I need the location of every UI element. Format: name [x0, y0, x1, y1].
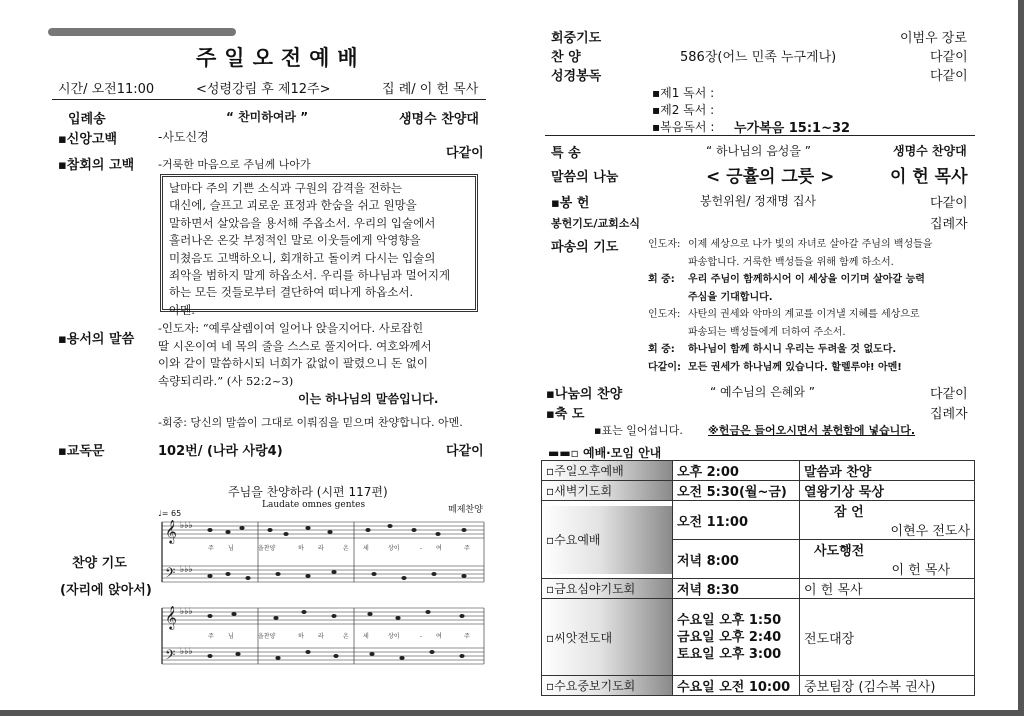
reading-divider: [545, 135, 975, 136]
lyric-syllable: 세: [363, 633, 369, 640]
sharing-hymn-label: ▪나눔의 찬양: [546, 387, 623, 402]
lyric-syllable: 님: [228, 545, 234, 552]
creed-label: ▪신앙고백: [58, 132, 118, 147]
sending-speaker: 인도자:: [648, 239, 681, 250]
schedule-time: 수요일 오전 10:00: [673, 676, 800, 696]
schedule-info: 말씀과 찬양: [800, 461, 975, 481]
assurance-line: 이와 같이 말씀하시되 너희가 값없이 팔렸으니 돈 없이: [158, 356, 428, 370]
schedule-info: 열왕기상 묵상: [800, 481, 975, 501]
lyric-syllable: 온: [343, 633, 349, 640]
lyric-syllable: 상이: [388, 545, 400, 552]
lyric-syllable: 을찬양: [258, 545, 276, 552]
reading-by: 다같이: [930, 69, 968, 84]
schedule-time: 오후 2:00: [673, 461, 800, 481]
gospel-passage: 누가복음 15:1~32: [734, 121, 851, 136]
lyric-syllable: 님: [228, 633, 234, 640]
sermon-label: 말씀의 나눔: [551, 170, 619, 185]
schedule-info: 잠 언: [834, 505, 864, 520]
offering-note: ※헌금은 들어오시면서 봉헌함에 넣습니다.: [708, 424, 916, 437]
schedule-info: 이 헌 목사: [800, 579, 975, 599]
lyric-syllable: 여: [436, 633, 442, 640]
lyric-syllable: 주: [208, 633, 214, 640]
opening-hymn-label: 입례송: [68, 112, 106, 127]
lyric-syllable: 주: [464, 633, 470, 640]
score-title: 주님을 찬양하라 (시편 117편): [228, 485, 388, 499]
score-credit: 떼제찬양: [448, 505, 483, 515]
confession-line: 아멘.: [169, 302, 195, 317]
confession-line: 말하면서 살았음을 용서해 주옵소서. 우리의 입술에서: [169, 215, 436, 230]
reading-label: 성경봉독: [551, 69, 602, 84]
sending-line: 주심을 기대합니다.: [688, 291, 773, 303]
sending-label: 파송의 기도: [551, 240, 619, 255]
service-leader: 집 례/ 이 헌 목사: [382, 82, 479, 97]
sending-line: 하나님이 함께 하시니 우리는 두려울 것 없도다.: [688, 344, 897, 355]
assurance-text: [158, 320, 432, 390]
table-row: [542, 599, 975, 676]
assurance-label: ▪용서의 말씀: [58, 332, 135, 347]
schedule-time: 오전 11:00: [673, 501, 800, 540]
confession-line: 하는 모든 것들로부터 결단하여 떠나게 하옵소서.: [169, 285, 414, 300]
lyric-syllable: 하: [298, 545, 304, 552]
confession-line: 죄악을 범하지 말게 하옵소서. 우리를 하나님과 멀어지게: [169, 268, 451, 283]
lyric-syllable: -: [420, 545, 423, 552]
praise-prayer-label: 찬양 기도: [72, 556, 127, 571]
sermon-title: < 긍휼의 그릇 >: [706, 167, 835, 187]
confession-line: 대신에, 슬프고 괴로운 표정과 한숨을 쉬고 원망을: [169, 198, 417, 213]
sending-line: 이제 세상으로 나가 빛의 자녀로 살아갈 주님의 백성들을: [688, 239, 933, 250]
schedule-name: ▫금요심야기도회: [542, 579, 672, 598]
schedule-time: 금요일 오후 2:40: [677, 629, 782, 645]
schedule-time: 저녁 8:30: [673, 579, 800, 599]
special-song-by: 생명수 찬양대: [893, 144, 967, 158]
confession-box: [160, 174, 478, 317]
lyric-syllable: 온: [343, 545, 349, 552]
benediction-by: 집례자: [930, 407, 968, 422]
lyric-syllable: 여: [436, 545, 442, 552]
standing-note: ▪표는 일어섭니다.: [594, 424, 683, 437]
schedule-time: 저녁 8:00: [673, 540, 800, 579]
assurance-line: 딸 시온이여 네 목의 줄을 스스로 풀지어다. 여호와께서: [158, 338, 432, 353]
schedule-table: [541, 460, 975, 696]
sending-speaker: 다같이:: [648, 361, 681, 373]
schedule-time: 수요일 오후 1:50: [677, 612, 782, 628]
sermon-preacher: 이 헌 목사: [890, 167, 968, 187]
page-frame-bottom: [0, 710, 1024, 716]
confession-line: 날마다 주의 기쁜 소식과 구원의 감격을 전하는: [169, 181, 403, 195]
assurance-response: -회중: 당신의 말씀이 그대로 이뤄짐을 믿으며 찬양합니다. 아멘.: [158, 416, 463, 429]
creed-text: -사도신경: [158, 130, 209, 144]
svg-text:♭♭♭: ♭♭♭: [180, 607, 193, 617]
choir-name: 생명수 찬양대: [399, 112, 479, 127]
reading-gospel: ▪복음독서 :: [652, 120, 715, 134]
offering-text: 봉헌위원/ 정재명 집사: [700, 194, 817, 208]
lyric-syllable: 주: [464, 545, 470, 552]
svg-text:♭♭♭: ♭♭♭: [180, 565, 193, 575]
confession-line: 미쳤음도 고백하오니, 회개하고 돌이켜 다시는 입술의: [169, 250, 436, 265]
table-row: [542, 579, 975, 599]
sending-line: 우리 주님이 함께하시어 이 세상을 이기며 살아갈 능력: [688, 274, 925, 285]
schedule-title: ▬▬▫ 예배·모임 안내: [548, 446, 662, 460]
schedule-info: 전도대장: [800, 599, 975, 676]
sending-line: 파송되는 백성들에게 더하여 주소서.: [688, 326, 846, 338]
hymn-label: 찬 양: [551, 50, 581, 65]
reading-second: ▪제2 독서 :: [652, 103, 715, 117]
schedule-name: ▫수요예배: [542, 506, 672, 574]
lyric-syllable: 하: [298, 633, 304, 640]
schedule-name: ▫씨앗전도대: [542, 599, 672, 675]
svg-text:𝄢: 𝄢: [165, 565, 176, 584]
lyric-syllable: 라: [318, 545, 324, 552]
assurance-line: 속량되리라.” (사 52:2~3): [158, 373, 294, 388]
prayer-label: 회중기도: [551, 31, 602, 46]
sharing-hymn-by: 다같이: [930, 387, 968, 402]
schedule-info: 이현우 전도사: [890, 524, 970, 539]
page-title: 주일오전예배: [196, 46, 366, 70]
assurance-line: -인도자: “예루살렘이여 일어나 앉을지어다. 사로잡힌: [158, 321, 424, 335]
sending-speaker: 회 중:: [648, 274, 675, 285]
benediction-label: ▪축 도: [546, 407, 585, 422]
confession-label: ▪참회의 고백: [58, 158, 135, 173]
lyric-syllable: 라: [318, 633, 324, 640]
sharing-hymn-song: “ 예수님의 은혜와 ”: [710, 385, 816, 399]
page-frame-right: [1018, 0, 1024, 716]
responsive-label: ▪교독문: [58, 444, 105, 459]
prayer-by: 이범우 장로: [900, 31, 967, 46]
table-row: [542, 501, 975, 540]
offering-label: ▪봉 헌: [551, 196, 590, 211]
confession-line: 흘러나온 온갖 부정적인 말로 이웃들에게 악영향을: [169, 233, 421, 248]
special-song-label: 특 송: [551, 146, 581, 161]
assurance-closing: 이는 하나님의 말씀입니다.: [298, 392, 439, 406]
lyric-syllable: 세: [363, 545, 369, 552]
service-time: 시간/ 오전11:00: [58, 82, 155, 97]
announce-by: 집례자: [930, 217, 968, 232]
svg-text:𝄞: 𝄞: [165, 519, 177, 543]
schedule-time: 오전 5:30(월~금): [673, 481, 800, 501]
svg-text:♭♭♭: ♭♭♭: [180, 647, 193, 657]
schedule-time: 토요일 오후 3:00: [677, 646, 782, 662]
offering-by: 다같이: [930, 196, 968, 211]
sending-speaker: 회 중:: [648, 344, 675, 355]
liturgical-season: <성령강림 후 제12주>: [196, 82, 331, 97]
praise-prayer-sub: (자리에 앉아서): [60, 583, 152, 598]
sending-line: 사탄의 권세와 악마의 계교를 이겨낼 지혜를 세상으로: [688, 309, 920, 320]
sending-line: 파송합니다. 거룩한 백성들을 위해 함께 하소서.: [688, 256, 894, 268]
confession-together: 다같이: [446, 146, 484, 161]
sending-speaker: 인도자:: [648, 309, 681, 320]
svg-text:𝄢: 𝄢: [165, 647, 176, 666]
table-row: [542, 481, 975, 501]
lyric-syllable: 주: [208, 545, 214, 552]
opening-hymn-song: “ 찬미하여라 ”: [226, 110, 309, 124]
schedule-name: ▫수요중보기도회: [542, 676, 672, 695]
lyric-syllable: 상이: [388, 633, 400, 640]
lyric-syllable: -: [420, 633, 423, 640]
special-song-title: “ 하나님의 음성을 ”: [706, 144, 812, 158]
sheet-music: [158, 500, 486, 676]
table-row: [542, 676, 975, 696]
schedule-name: ▫주일오후예배: [542, 461, 672, 480]
schedule-info: 사도행전: [814, 544, 865, 559]
header-divider: [52, 99, 486, 100]
reading-first: ▪제1 독서 :: [652, 86, 715, 100]
lyric-syllable: 을찬양: [258, 633, 276, 640]
schedule-info: 이 헌 목사: [891, 563, 950, 578]
responsive-text: 102번/ (나라 사랑4): [158, 444, 283, 459]
responsive-together: 다같이: [446, 444, 484, 459]
score-latin: Laudate omnes gentes: [262, 500, 366, 510]
svg-text:♭♭♭: ♭♭♭: [180, 521, 193, 531]
schedule-name: ▫새벽기도회: [542, 481, 672, 500]
hymn-song: 586장(어느 민족 누구게나): [680, 50, 837, 65]
scroll-indicator: [48, 28, 236, 36]
table-row: [542, 461, 975, 481]
hymn-by: 다같이: [930, 50, 968, 65]
sending-prayer: [648, 236, 932, 376]
schedule-info: 중보팀장 (김수복 권사): [800, 676, 975, 696]
sending-line: 모든 권세가 하나님께 있습니다. 할렐루야! 아멘!: [688, 361, 902, 373]
svg-text:𝄞: 𝄞: [165, 605, 177, 629]
score-tempo: ♩= 65: [158, 509, 182, 518]
confession-subtitle: -거룩한 마음으로 주님께 나아가: [158, 158, 311, 171]
announce-label: 봉헌기도/교회소식: [551, 217, 641, 230]
